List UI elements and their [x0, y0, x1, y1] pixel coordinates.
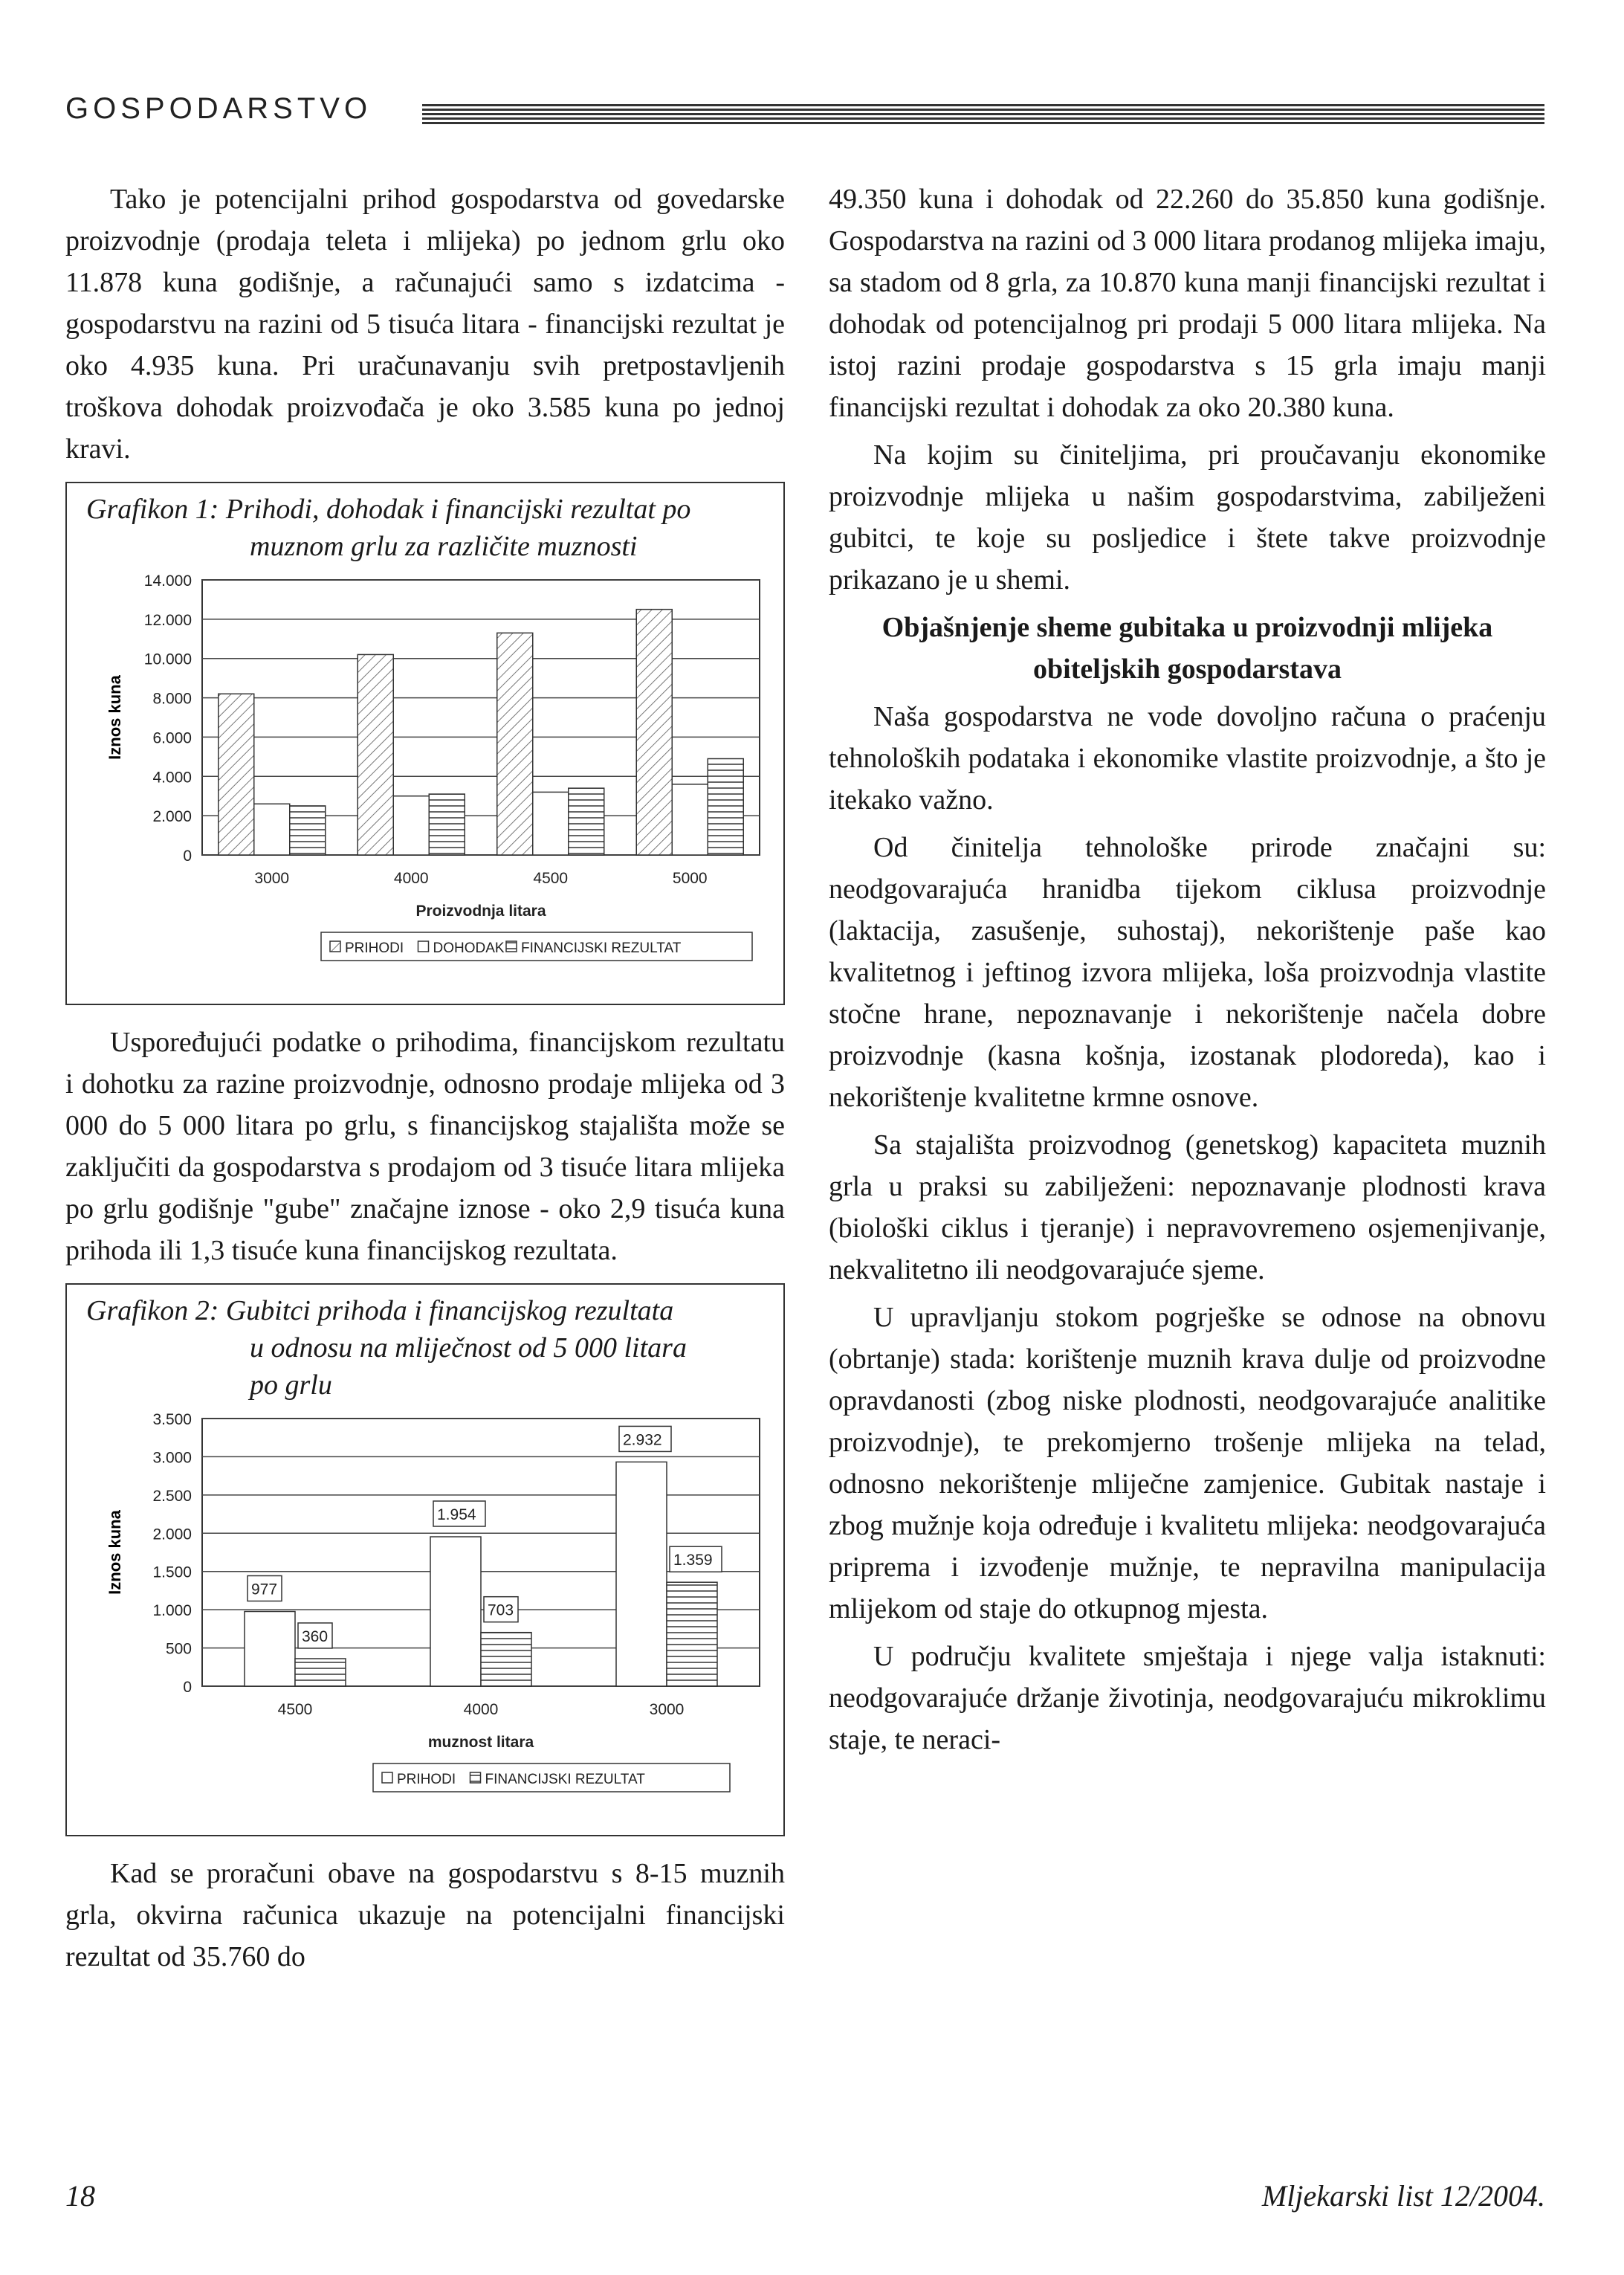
- y-tick-label: 1.000: [152, 1602, 192, 1620]
- y-tick-label: 0: [183, 848, 192, 865]
- y-tick-label: 1.500: [152, 1564, 192, 1581]
- legend-swatch: [470, 1772, 481, 1783]
- y-tick-label: 14.000: [143, 572, 192, 590]
- x-tick-label: 4000: [393, 870, 429, 887]
- y-tick-label: 3.500: [152, 1411, 192, 1428]
- y-tick-label: 6.000: [152, 729, 192, 747]
- y-tick-label: 4.000: [152, 769, 192, 787]
- paragraph: Sa stajališta proizvodnog (genetskog) kapaciteta muznih grla u praksi su zabilježeni: nepoznavanje plodnosti krava (biološki ciklus i tjeranje) i nepravovremeno osjemenjivanje, nekvalitetno ili neodgovarajuće sjeme.: [829, 1129, 1546, 1285]
- bar: [430, 1537, 481, 1686]
- left-column: [65, 178, 785, 1978]
- bar: [667, 1582, 717, 1686]
- bar: [358, 654, 393, 855]
- y-tick-label: 2.000: [152, 808, 192, 826]
- bar: [393, 796, 429, 855]
- legend-label: PRIHODI: [397, 1772, 456, 1787]
- legend-swatch: [330, 941, 340, 952]
- data-label: 977: [251, 1581, 278, 1598]
- data-label: 703: [488, 1601, 514, 1619]
- y-tick-label: 0: [183, 1679, 192, 1696]
- figure-1: [65, 482, 785, 1005]
- paragraph: Naša gospodarstva ne vode dovoljno računa o praćenju tehnoloških podataka i ekonomike vlastite proizvodnje, a što je itekako važno.: [829, 701, 1546, 816]
- bar: [569, 788, 604, 855]
- bar: [219, 694, 254, 855]
- bar: [497, 633, 533, 855]
- legend-swatch: [506, 941, 517, 952]
- paragraph: 49.350 kuna i dohodak od 22.260 do 35.850 kuna godišnje. Gospodarstva na razini od 3 000 litara prodanog mlijeka imaju, sa stadom od 8 grla, za 10.870 kuna manji financijski rezultat i dohodak od potencijalnog pri prodaji 5 000 litara mlijeka. Na istoj razini prodaje gospodarstva s 15 grla imaju manji financijski rezultat i dohodak za oko 20.380 kuna.: [829, 184, 1546, 423]
- x-tick-label: 3000: [254, 870, 290, 887]
- paragraph: U području kvalitete smještaja i njege valja istaknuti: neodgovarajuće držanje životinja, neodgovarajuću mikroklimu staje, te neraci-: [829, 1641, 1546, 1755]
- x-axis-label: muznost litara: [427, 1734, 534, 1751]
- figure-2-title: Grafikon 2: Gubitci prihoda i financijskog rezultata u odnosu na mliječnost od 5 000 litara po grlu: [86, 1295, 687, 1401]
- y-tick-label: 8.000: [152, 690, 192, 708]
- bar: [672, 784, 708, 855]
- paragraph: Kad se proračuni obave na gospodarstvu s 8-15 muznih grla, okvirna računica ukazuje na potencijalni financijski rezultat od 35.760 do: [65, 1858, 785, 1972]
- x-tick-label: 4000: [463, 1701, 499, 1718]
- bar: [708, 759, 743, 856]
- figure-1-title: Grafikon 1: Prihodi, dohodak i financijski rezultat po muznom grlu za različite muznosti: [86, 494, 691, 562]
- bar: [616, 1462, 667, 1686]
- y-tick-label: 3.000: [152, 1449, 192, 1467]
- data-label: 1.359: [673, 1552, 713, 1569]
- y-tick-label: 12.000: [143, 611, 192, 629]
- bar: [254, 804, 290, 855]
- bar: [290, 806, 326, 855]
- chart-1: [76, 565, 774, 981]
- data-label: 1.954: [437, 1506, 476, 1524]
- journal-name: Mljekarski list 12/2004.: [1261, 2179, 1545, 2213]
- page-header: [65, 88, 1544, 140]
- bar: [295, 1659, 346, 1686]
- section-title: GOSPODARSTVO: [65, 92, 372, 125]
- y-axis-label: Iznos kuna: [106, 675, 124, 760]
- right-column: [829, 178, 1546, 1761]
- data-label: 360: [302, 1627, 329, 1645]
- paragraph: Tako je potencijalni prihod gospodarstva od govedarske proizvodnje (prodaja teleta i mlijeka) po jednom grlu oko 11.878 kuna godišnje, a računajući samo s izdatcima - gospodarstvu na razini od 5 tisuća litara - financijski rezultat je oko 4.935 kuna. Pri uračunavanju svih pretpostavljenih troškova dohodak proizvođača je oko 3.585 kuna po jednoj kravi.: [65, 184, 785, 465]
- y-tick-label: 2.000: [152, 1526, 192, 1543]
- legend-label: FINANCIJSKI REZULTAT: [485, 1772, 645, 1787]
- x-tick-label: 3000: [649, 1701, 685, 1718]
- paragraph: Uspoređujući podatke o prihodima, financijskom rezultatu i dohotku za razine proizvodnje, odnosno prodaje mlijeka od 3 000 do 5 000 litara po grlu, s financijskog stajališta može se zaključiti da gospodarstva s prodajom od 3 tisuće litara mlijeka po grlu godišnje "gube" značajne iznose - oko 2,9 tisuća kuna prihoda ili 1,3 tisuće kuna financijskog rezultata.: [65, 1027, 785, 1266]
- paragraph: Na kojim su činiteljima, pri proučavanju ekonomike proizvodnje mlijeka u našim gospodarstvima, zabilježeni gubitci, te koje su posljedice i štete takve proizvodnje prikazano je u shemi.: [829, 439, 1546, 596]
- bar: [533, 792, 569, 855]
- paragraph: U upravljanju stokom pogrješke se odnose na obnovu (obrtanje) stada: korištenje muznih krava dulje od proizvodne opravdanosti (zbog niske plodnosti, neodgovarajuće analitike proizvodnje), te prekomjerno trošenje mlijeka na telad, odnosno nekorištenje mliječne zamjenice. Gubitak nastaje i zbog mužnje koja određuje i kvalitetu mlijeka: neodgovarajuća priprema i izvođenje mužnje, te nepravilna manipulacija mlijekom od staje do otkupnog mjesta.: [829, 1302, 1546, 1624]
- x-tick-label: 4500: [277, 1701, 313, 1718]
- x-tick-label: 4500: [533, 870, 569, 887]
- y-axis-label: Iznos kuna: [106, 1510, 124, 1595]
- legend-label: DOHODAK: [433, 940, 505, 956]
- figure-2: [65, 1283, 785, 1836]
- page-number: 18: [65, 2179, 95, 2213]
- y-tick-label: 2.500: [152, 1487, 192, 1505]
- legend-label: FINANCIJSKI REZULTAT: [521, 940, 682, 956]
- chart-2: [76, 1404, 774, 1813]
- data-label: 2.932: [623, 1431, 662, 1449]
- bar: [245, 1612, 295, 1686]
- bar: [636, 610, 672, 855]
- x-tick-label: 5000: [672, 870, 708, 887]
- bar: [481, 1633, 531, 1686]
- section-subheading: Objašnjenje sheme gubitaka u proizvodnji mlijeka obiteljskih gospodarstava: [881, 612, 1493, 685]
- legend-swatch: [418, 941, 429, 952]
- header-rule: [422, 104, 1544, 125]
- y-tick-label: 500: [165, 1640, 192, 1658]
- legend-swatch: [382, 1772, 392, 1783]
- bar: [429, 794, 465, 855]
- x-axis-label: Proizvodnja litara: [415, 903, 546, 920]
- y-tick-label: 10.000: [143, 651, 192, 668]
- legend-label: PRIHODI: [345, 940, 404, 956]
- paragraph: Od činitelja tehnološke prirode značajni su: neodgovarajuća hranidba tijekom ciklusa proizvodnje (laktacija, zasušenje, suhostaj), nekorištenje paše kao kvalitetnog i jeftinog izvora mlijeka, loša proizvodnja vlastite stočne hrane, nepoznavanje i nekorištenje načela dobre proizvodnje (kasna košnja, izostanak plodoreda), kao i nekorištenje kvalitetne krmne osnove.: [829, 832, 1546, 1113]
